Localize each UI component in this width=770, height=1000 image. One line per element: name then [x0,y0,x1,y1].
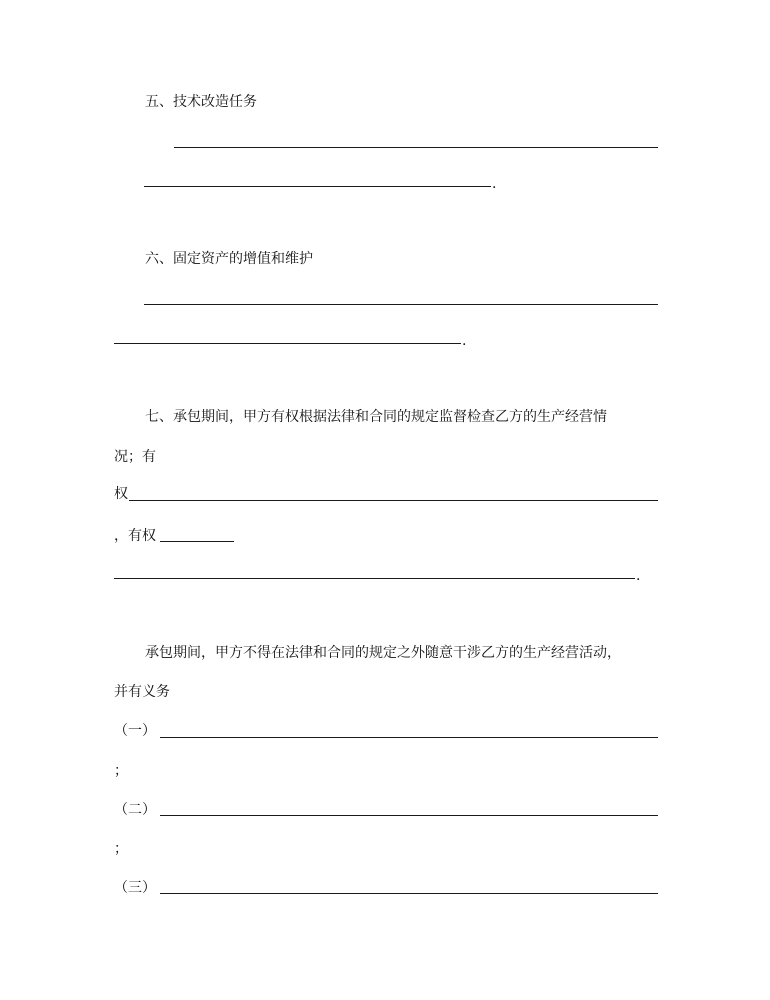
section-6-blank-line-2[interactable] [114,343,461,344]
obligation-2-blank[interactable] [160,815,658,816]
section-5-period: . [492,176,497,192]
section-7-paragraph: 七、承包期间，甲方有权根据法律和合同的规定监督检查乙方的生产经营情 [145,409,607,425]
obligation-1-blank[interactable] [160,737,658,738]
section-7-blank-line[interactable] [114,578,635,579]
section-5-blank-line-2[interactable] [144,186,491,187]
obligation-1-label: （一） [114,723,156,739]
section-5-blank-line-1[interactable] [174,147,658,148]
section-7-continuation: 况；有 [114,449,156,465]
section-7-right-1-label: 权 [114,486,128,502]
obligation-1-end: ； [114,763,128,779]
section-6-period: . [462,333,467,349]
obligation-3-label: （三） [114,880,156,896]
obligation-2-label: （二） [114,802,156,818]
obligations-paragraph: 承包期间，甲方不得在法律和合同的规定之外随意干涉乙方的生产经营活动， [145,645,621,661]
section-6-blank-line-1[interactable] [144,304,658,305]
obligation-3-blank[interactable] [160,893,658,894]
obligation-2-end: ； [114,841,128,857]
section-5-heading: 五、技术改造任务 [145,94,257,110]
section-7-right-1-blank[interactable] [129,500,658,501]
section-7-period: . [636,568,641,584]
obligations-continuation: 并有义务 [114,684,170,700]
section-6-heading: 六、固定资产的增值和维护 [145,251,313,267]
section-7-right-2-blank[interactable] [160,541,234,542]
section-7-right-2-label: ，有权 [114,528,156,544]
